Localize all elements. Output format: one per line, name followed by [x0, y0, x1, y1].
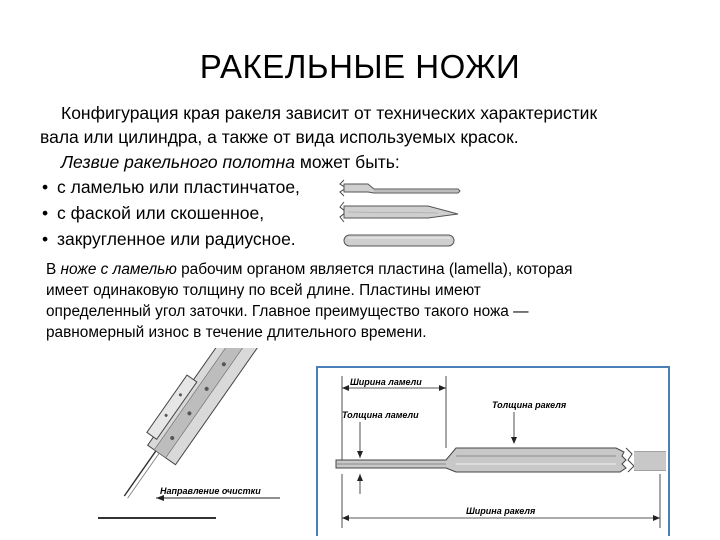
bevel-blade-icon	[338, 200, 468, 224]
bullet-marker: •	[42, 177, 49, 197]
blade-thickness-label: Толщина ракеля	[492, 400, 567, 410]
doctor-blade-holder-illustration	[96, 348, 292, 522]
description-text: рабочим органом является пластина (lamella), которая	[176, 261, 573, 278]
bullet-round-text: закругленное или радиусное.	[57, 229, 296, 249]
blade-term: Лезвие ракельного полотна	[61, 152, 295, 172]
description-line-4: равномерный износ в течение длительного времени.	[46, 324, 427, 341]
description-line-3: определенный угол заточки. Главное преимущество такого ножа —	[46, 303, 529, 320]
slide-title: РАКЕЛЬНЫЕ НОЖИ	[199, 48, 521, 85]
lamella-knife-term: ноже с ламелью	[60, 261, 177, 278]
bullet-bevel-text: с фаской или скошенное,	[57, 203, 265, 223]
bullet-marker: •	[42, 203, 49, 223]
lamella-blade-icon	[338, 176, 468, 198]
round-blade-icon	[340, 230, 460, 250]
lamella-thickness-label: Толщина ламели	[342, 410, 419, 420]
blade-width-label: Ширина ракеля	[466, 506, 536, 516]
description-line-2: имеет одинаковую толщину по всей длине. Пластины имеют	[46, 282, 481, 299]
description-text: В	[46, 261, 61, 278]
bullet-marker: •	[42, 229, 49, 249]
cleaning-direction-caption: Направление очистки	[160, 486, 261, 496]
intro-line-2: вала или цилиндра, а также от вида используемых красок.	[40, 127, 519, 147]
bullet-lamella-text: с ламелью или пластинчатое,	[57, 177, 300, 197]
intro-line-1: Конфигурация края ракеля зависит от технических характеристик	[61, 103, 598, 123]
blade-term-rest: может быть:	[295, 152, 400, 172]
blade-dimensions-diagram	[316, 366, 670, 536]
intro-line-3	[61, 152, 400, 173]
lamella-width-label: Ширина ламели	[350, 377, 422, 387]
description-line-1	[46, 260, 572, 281]
